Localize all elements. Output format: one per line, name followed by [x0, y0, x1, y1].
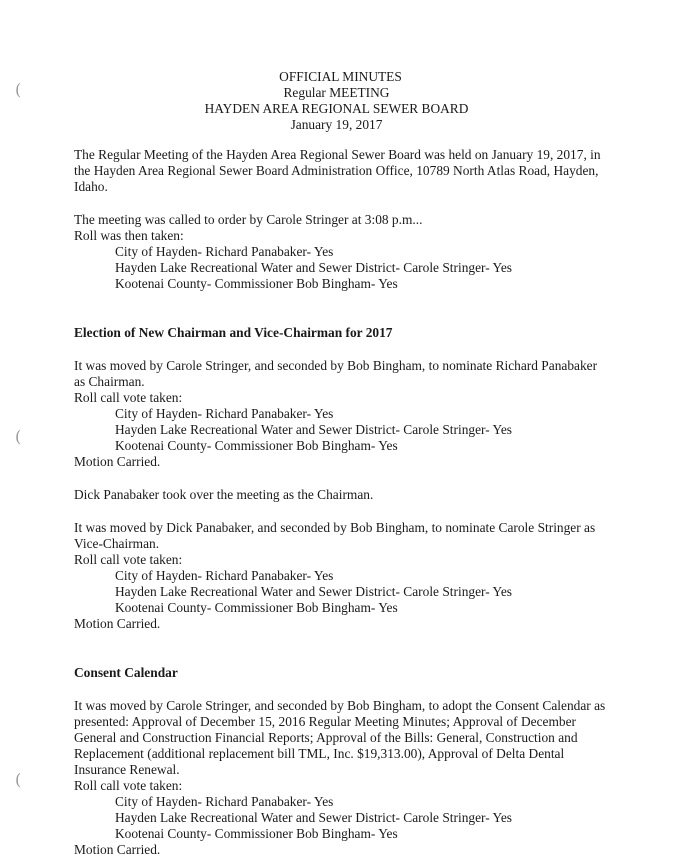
roll-entry: Kootenai County- Commissioner Bob Bingham- Yes — [115, 276, 398, 291]
section-heading-election — [74, 325, 614, 341]
roll-entry: City of Hayden- Richard Panabaker- Yes — [115, 568, 334, 583]
roll-entry: Kootenai County- Commissioner Bob Bingham- Yes — [115, 600, 398, 615]
motion-result: Motion Carried. — [74, 454, 161, 469]
roll-label: Roll call vote taken: — [74, 390, 183, 405]
roll-label: Roll call vote taken: — [74, 552, 183, 567]
intro-line: The Regular Meeting of the Hayden Area Regional Sewer Board was held on January 19, 2017, in — [74, 147, 601, 162]
motion-line: Replacement (additional replacement bill TML, Inc. $19,313.00), Approval of Delta Dental — [74, 746, 565, 761]
intro-line: Idaho. — [74, 179, 108, 194]
roll-entry: Kootenai County- Commissioner Bob Bingham- Yes — [115, 826, 398, 841]
election-vice-chairman-motion — [74, 520, 614, 632]
roll-entry: City of Hayden- Richard Panabaker- Yes — [115, 244, 334, 259]
roll-entry: Hayden Lake Recreational Water and Sewer District- Carole Stringer- Yes — [115, 260, 513, 275]
roll-entry: Hayden Lake Recreational Water and Sewer District- Carole Stringer- Yes — [115, 584, 513, 599]
motion-line: General and Construction Financial Reports; Approval of the Bills: General, Construction and — [74, 730, 578, 745]
section-heading-consent — [74, 665, 614, 681]
heading-text: Consent Calendar — [74, 665, 178, 680]
chairman-takeover — [74, 487, 614, 503]
roll-entry: Hayden Lake Recreational Water and Sewer District- Carole Stringer- Yes — [115, 810, 513, 825]
motion-line: presented: Approval of December 15, 2016 Regular Meeting Minutes; Approval of December — [74, 714, 577, 729]
roll-entry: Hayden Lake Recreational Water and Sewer District- Carole Stringer- Yes — [115, 422, 513, 437]
intro-paragraph — [74, 147, 614, 195]
roll-entry: City of Hayden- Richard Panabaker- Yes — [115, 406, 334, 421]
motion-result: Motion Carried. — [74, 842, 161, 857]
header-meeting-type: Regular MEETING — [283, 85, 390, 100]
takeover-line: Dick Panabaker took over the meeting as the Chairman. — [74, 487, 374, 502]
election-chairman-motion — [74, 358, 614, 470]
motion-line: It was moved by Dick Panabaker, and seconded by Bob Bingham, to nominate Carole Stringer as — [74, 520, 596, 535]
margin-punch-mark: ( — [15, 427, 22, 446]
motion-result: Motion Carried. — [74, 616, 161, 631]
motion-line: It was moved by Carole Stringer, and seconded by Bob Bingham, to nominate Richard Panabaker — [74, 358, 598, 373]
consent-calendar-motion — [74, 698, 614, 858]
document-header — [0, 69, 673, 133]
header-date: January 19, 2017 — [290, 117, 383, 132]
margin-punch-mark: ( — [15, 770, 22, 789]
minutes-body — [74, 147, 614, 858]
motion-line: as Chairman. — [74, 374, 145, 389]
motion-line: Vice-Chairman. — [74, 536, 160, 551]
intro-line: the Hayden Area Regional Sewer Board Administration Office, 10789 North Atlas Road, Hayden, — [74, 163, 599, 178]
heading-text: Election of New Chairman and Vice-Chairman for 2017 — [74, 325, 393, 340]
motion-line: It was moved by Carole Stringer, and seconded by Bob Bingham, to adopt the Consent Calendar as — [74, 698, 606, 713]
roll-label: Roll was then taken: — [74, 228, 184, 243]
header-organization: HAYDEN AREA REGIONAL SEWER BOARD — [204, 101, 469, 116]
roll-entry: Kootenai County- Commissioner Bob Bingham- Yes — [115, 438, 398, 453]
motion-line: Insurance Renewal. — [74, 762, 180, 777]
margin-punch-mark: ( — [15, 80, 22, 99]
header-title: OFFICIAL MINUTES — [279, 69, 402, 84]
call-to-order-line: The meeting was called to order by Carole Stringer at 3:08 p.m... — [74, 212, 423, 227]
call-to-order — [74, 212, 614, 292]
roll-label: Roll call vote taken: — [74, 778, 183, 793]
roll-entry: City of Hayden- Richard Panabaker- Yes — [115, 794, 334, 809]
